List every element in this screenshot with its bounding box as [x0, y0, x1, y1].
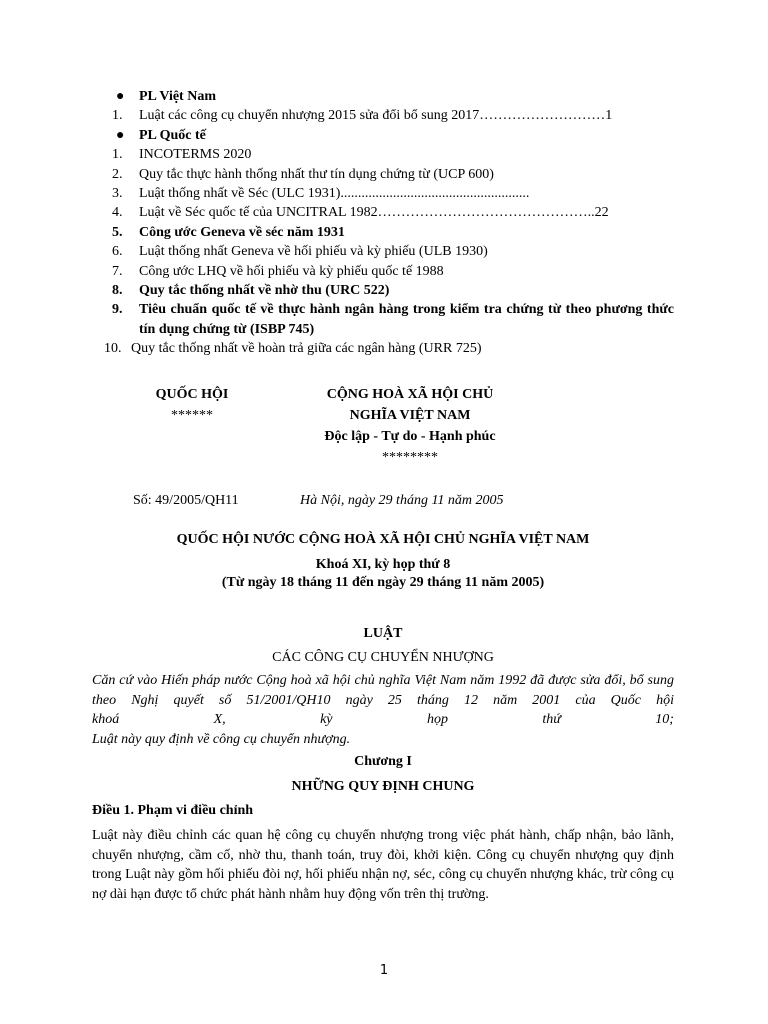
toc-item-text: INCOTERMS 2020 [139, 147, 252, 163]
toc-item [112, 223, 674, 242]
toc-item [112, 262, 674, 281]
session: Khoá XI, kỳ họp thứ 8 [315, 557, 451, 572]
preamble-word: khoá [92, 712, 120, 727]
toc-item-text: Tiêu chuẩn quốc tế về thực hành ngân hàng trong kiểm tra chứng từ theo phương thức tín dụng chứng từ (ISBP 745) [139, 302, 674, 337]
preamble-word: họp [426, 712, 448, 727]
preamble-word: 10; [655, 712, 674, 727]
bullet-icon: ● [116, 127, 125, 143]
document-number: Số: 49/2005/QH11 [133, 493, 239, 508]
toc-item-number: 10. [104, 341, 122, 357]
toc-item-number: 1. [112, 147, 123, 163]
page-number: 1 [379, 963, 389, 978]
preamble-word: X, [213, 712, 226, 727]
toc-item-text: Quy tắc thống nhất về nhờ thu (URC 522) [139, 283, 390, 299]
toc-item [104, 339, 674, 358]
preamble-scope: Luật này quy định về công cụ chuyển nhượng. [92, 731, 351, 747]
preamble-basis: Căn cứ vào Hiến pháp nước Cộng hoà xã hội chủ nghĩa Việt Nam năm 1992 đã được sửa đổi, bổ sung theo Nghị quyết số 51/2001/QH10 ngày 25 tháng 12 năm 2001 của Quốc hội [92, 673, 674, 708]
toc-item-number: 8. [112, 283, 123, 299]
toc-item-number: 1. [112, 108, 123, 124]
toc-item [112, 184, 674, 203]
issuing-body: QUỐC HỘI NƯỚC CỘNG HOÀ XÃ HỘI CHỦ NGHĨA VIỆT NAM [176, 532, 590, 547]
toc-item-text: Luật thống nhất về Séc (ULC 1931)...................................................... [139, 186, 530, 202]
toc-item-number: 5. [112, 224, 123, 240]
national-motto-header [278, 384, 542, 468]
toc-item [112, 281, 674, 300]
country-name-line1: CỘNG HOÀ XÃ HỘI CHỦ [326, 387, 494, 402]
toc-section-international [112, 126, 674, 145]
toc-item-number: 3. [112, 186, 123, 202]
toc-item [112, 106, 674, 125]
toc-item-text: PL Quốc tế [139, 127, 206, 143]
toc-item-text: Luật các công cụ chuyển nhượng 2015 sửa đổi bổ sung 2017………………………1 [139, 108, 613, 124]
toc-item-text: PL Việt Nam [139, 89, 216, 104]
toc-item-text: Quy tắc thực hành thống nhất thư tín dụng chứng từ (UCP 600) [139, 166, 494, 182]
motto-stars: ******** [382, 450, 438, 465]
toc-item-number: 6. [112, 244, 123, 260]
issuer-name: QUỐC HỘI [155, 387, 229, 402]
chapter-number: Chương I [354, 754, 412, 769]
toc-item-number: 2. [112, 166, 123, 182]
toc-item [112, 203, 674, 222]
toc-item [112, 242, 674, 261]
article-body: Luật này điều chỉnh các quan hệ công cụ chuyển nhượng trong việc phát hành, chấp nhận, bảo lãnh, chuyển nhượng, cầm cố, nhờ thu, thanh toán, truy đòi, khởi kiện. Công cụ chuyển nhượng quy định trong Luật này gồm hối phiếu đòi nợ, hối phiếu nhận nợ, séc, công cụ chuyển nhượng khác, trừ công cụ nợ dài hạn được tổ chức phát hành nhằm huy động vốn trên thị trường. [92, 828, 674, 902]
preamble-spread-line [92, 710, 674, 730]
toc-item-text: Luật thống nhất Geneva về hối phiếu và kỳ phiếu (ULB 1930) [139, 244, 488, 260]
preamble [92, 671, 674, 749]
toc-item-text: Quy tắc thống nhất về hoàn trả giữa các ngân hàng (URR 725) [131, 341, 482, 357]
toc-item-number: 9. [112, 302, 123, 318]
issuer-stars: ****** [171, 408, 213, 423]
toc-item [112, 145, 674, 164]
toc-item [112, 300, 674, 339]
toc-section-vietnam [112, 87, 674, 106]
issuer-header [112, 384, 272, 426]
article-title: Điều 1. Phạm vi điều chỉnh [92, 803, 254, 818]
preamble-word: kỳ [320, 712, 333, 727]
session-dates: (Từ ngày 18 tháng 11 đến ngày 29 tháng 11 năm 2005) [221, 575, 545, 590]
country-name-line2: NGHĨA VIỆT NAM [349, 408, 471, 423]
toc-item-number: 4. [112, 205, 123, 221]
law-title: LUẬT [363, 626, 403, 641]
law-subtitle: CÁC CÔNG CỤ CHUYỂN NHƯỢNG [272, 650, 494, 665]
place-date: Hà Nội, ngày 29 tháng 11 năm 2005 [300, 493, 504, 508]
chapter-title: NHỮNG QUY ĐỊNH CHUNG [291, 779, 475, 794]
toc-item-text: Luật về Séc quốc tế của UNCITRAL 1982………………………………………..22 [139, 205, 609, 221]
preamble-word: thứ [542, 712, 561, 727]
toc-item [112, 165, 674, 184]
motto: Độc lập - Tự do - Hạnh phúc [324, 429, 496, 444]
toc-item-number: 7. [112, 263, 123, 279]
table-of-contents [104, 87, 674, 359]
toc-item-text: Công ước Geneva về séc năm 1931 [139, 224, 345, 240]
toc-item-text: Công ước LHQ về hối phiếu và kỳ phiếu quốc tế 1988 [139, 263, 444, 279]
bullet-icon: ● [116, 89, 125, 104]
